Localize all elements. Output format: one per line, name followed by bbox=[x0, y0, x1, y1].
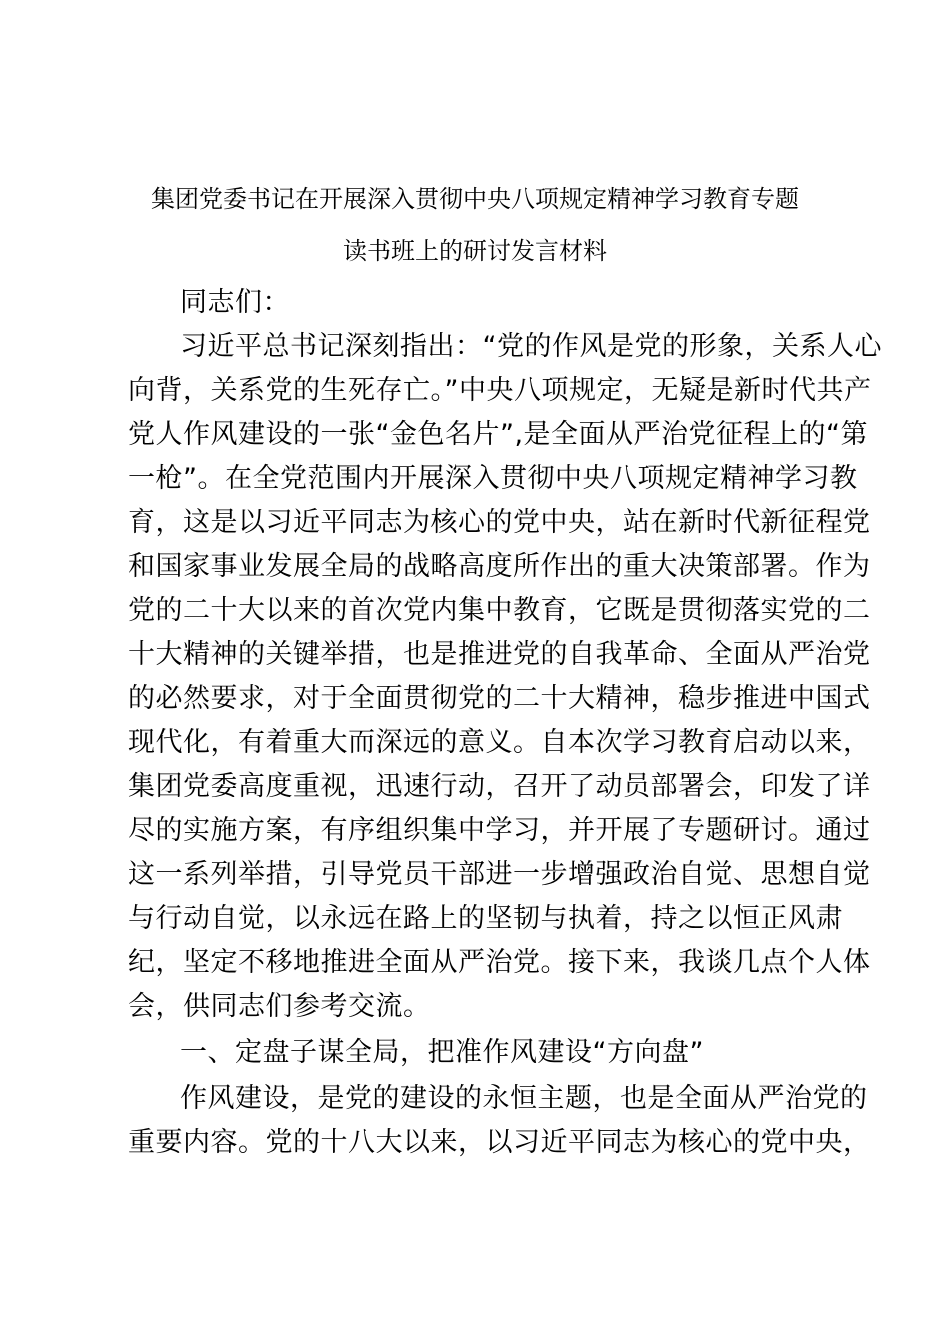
paragraph-2-line: 作风建设，是党的建设的永恒主题，也是全面从严治党的 bbox=[180, 1083, 868, 1114]
paragraph-1-line: 与行动自觉，以永远在路上的坚韧与执着，持之以恒正风肃 bbox=[128, 903, 843, 934]
paragraph-1-line: 向背，关系党的生死存亡。”中央八项规定，无疑是新时代共产 bbox=[128, 375, 872, 406]
salutation: 同志们： bbox=[180, 287, 290, 318]
paragraph-1-line: 习近平总书记深刻指出：“党的作风是党的形象，关系人心 bbox=[180, 331, 882, 362]
paragraph-1-line: 一枪”。在全党范围内开展深入贯彻中央八项规定精神学习教 bbox=[128, 463, 858, 494]
document-title-line-1: 集团党委书记在开展深入贯彻中央八项规定精神学习教育专题 bbox=[151, 185, 799, 213]
document-title-line-2: 读书班上的研讨发言材料 bbox=[343, 237, 607, 265]
paragraph-1-line: 十大精神的关键举措，也是推进党的自我革命、全面从严治党 bbox=[128, 639, 871, 670]
paragraph-1-line: 纪，坚定不移地推进全面从严治党。接下来，我谈几点个人体 bbox=[128, 947, 871, 978]
paragraph-1-line: 党人作风建设的一张“金色名片”,是全面从严治党征程上的“第 bbox=[128, 419, 869, 450]
paragraph-1-line: 这一系列举措，引导党员干部进一步增强政治自觉、思想自觉 bbox=[128, 859, 871, 890]
paragraph-2-line: 重要内容。党的十八大以来，以习近平同志为核心的党中央， bbox=[128, 1127, 871, 1158]
paragraph-1-line: 集团党委高度重视，迅速行动，召开了动员部署会，印发了详 bbox=[128, 771, 871, 802]
paragraph-1-line: 育，这是以习近平同志为核心的党中央，站在新时代新征程党 bbox=[128, 507, 871, 538]
paragraph-1-line: 尽的实施方案，有序组织集中学习，并开展了专题研讨。通过 bbox=[128, 815, 871, 846]
paragraph-1-line: 和国家事业发展全局的战略高度所作出的重大决策部署。作为 bbox=[128, 551, 871, 582]
paragraph-1-line: 的必然要求，对于全面贯彻党的二十大精神，稳步推进中国式 bbox=[128, 683, 871, 714]
paragraph-1-line: 党的二十大以来的首次党内集中教育，它既是贯彻落实党的二 bbox=[128, 595, 871, 626]
section-heading: 一、定盘子谋全局，把准作风建设“方向盘” bbox=[180, 1037, 704, 1068]
paragraph-1-line: 会，供同志们参考交流。 bbox=[128, 991, 431, 1022]
paragraph-1-line: 现代化，有着重大而深远的意义。自本次学习教育启动以来， bbox=[128, 727, 871, 758]
